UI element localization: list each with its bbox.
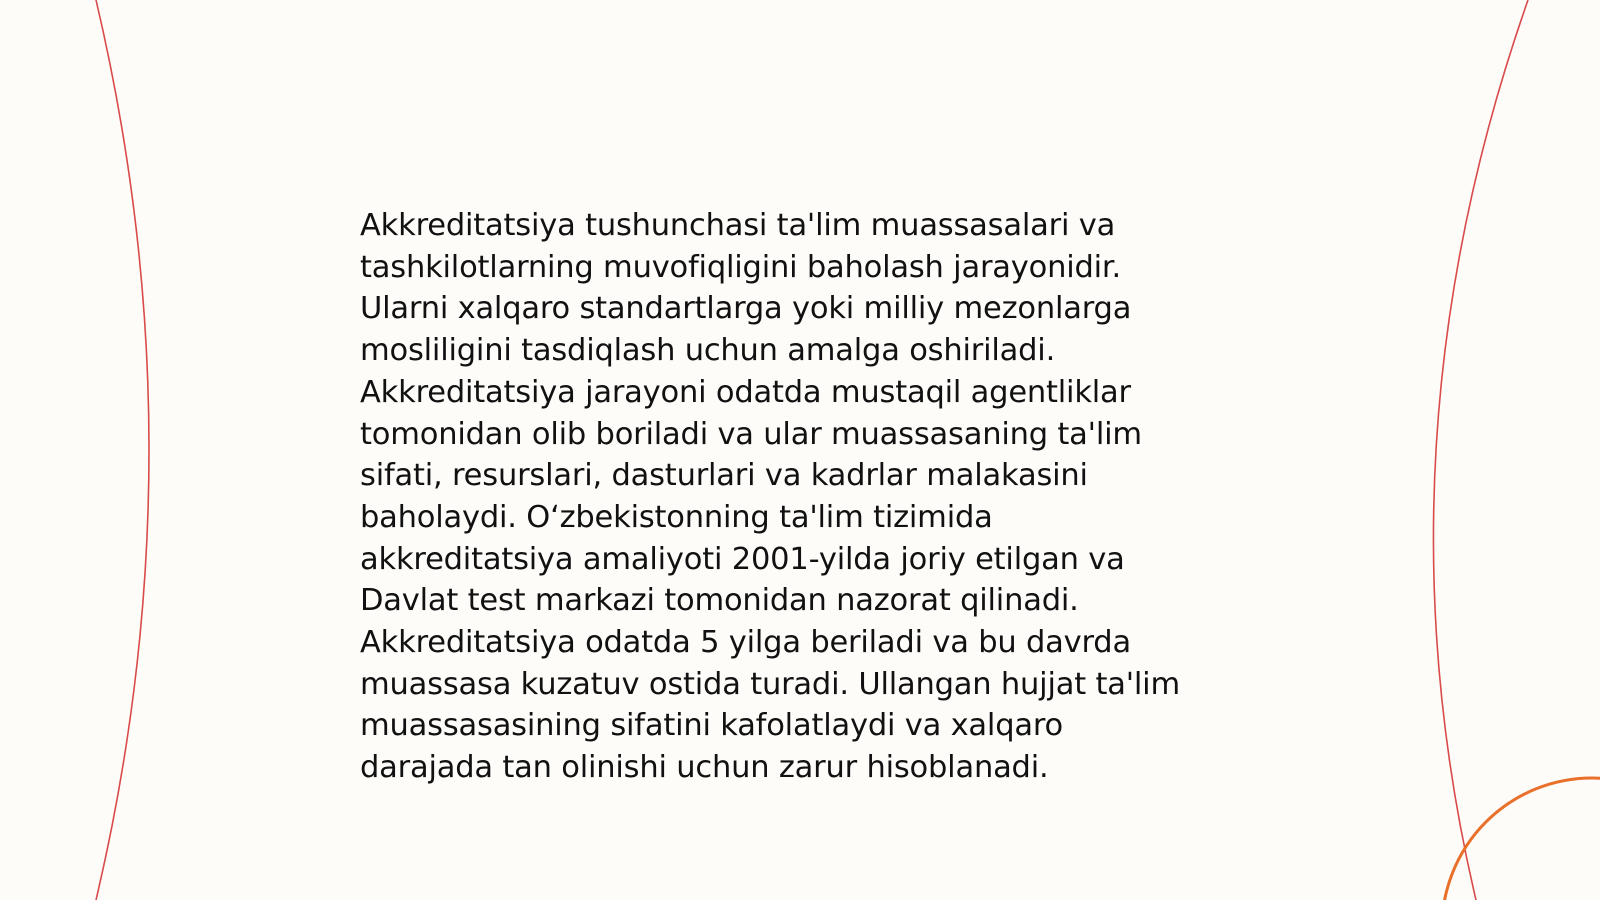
text-line: sifati, resurslari, dasturlari va kadrlar malakasini bbox=[360, 458, 1088, 494]
text-line: Davlat test markazi tomonidan nazorat qilinadi. bbox=[360, 583, 1079, 619]
text-line: Akkreditatsiya tushunchasi ta'lim muassasalari va bbox=[360, 208, 1116, 243]
text-line: darajada tan olinishi uchun zarur hisoblanadi. bbox=[360, 750, 1049, 786]
body-paragraph bbox=[360, 205, 1260, 789]
text-line: muassasasining sifatini kafolatlaydi va xalqaro bbox=[360, 708, 1063, 744]
text-line: muassasa kuzatuv ostida turadi. Ullangan hujjat ta'lim bbox=[360, 666, 1180, 702]
orange-arc bbox=[1442, 778, 1600, 900]
text-line: Akkreditatsiya jarayoni odatda mustaqil agentliklar bbox=[360, 374, 1131, 410]
text-line: akkreditatsiya amaliyoti 2001-yilda joriy etilgan va bbox=[360, 541, 1125, 577]
text-line: Ularni xalqaro standartlarga yoki milliy mezonlarga bbox=[360, 291, 1132, 327]
text-line: tashkilotlarning muvofiqligini baholash jarayonidir. bbox=[360, 249, 1121, 285]
text-line: baholaydi. O‘zbekistonning ta'lim tizimida bbox=[360, 499, 993, 535]
text-line: tomonidan olib boriladi va ular muassasaning ta'lim bbox=[360, 416, 1142, 452]
text-line: mosliligini tasdiqlash uchun amalga oshiriladi. bbox=[360, 333, 1056, 369]
right-curve-line bbox=[1433, 0, 1528, 900]
text-line: Akkreditatsiya odatda 5 yilga beriladi va bu davrda bbox=[360, 625, 1131, 661]
left-curve-line bbox=[96, 0, 149, 900]
